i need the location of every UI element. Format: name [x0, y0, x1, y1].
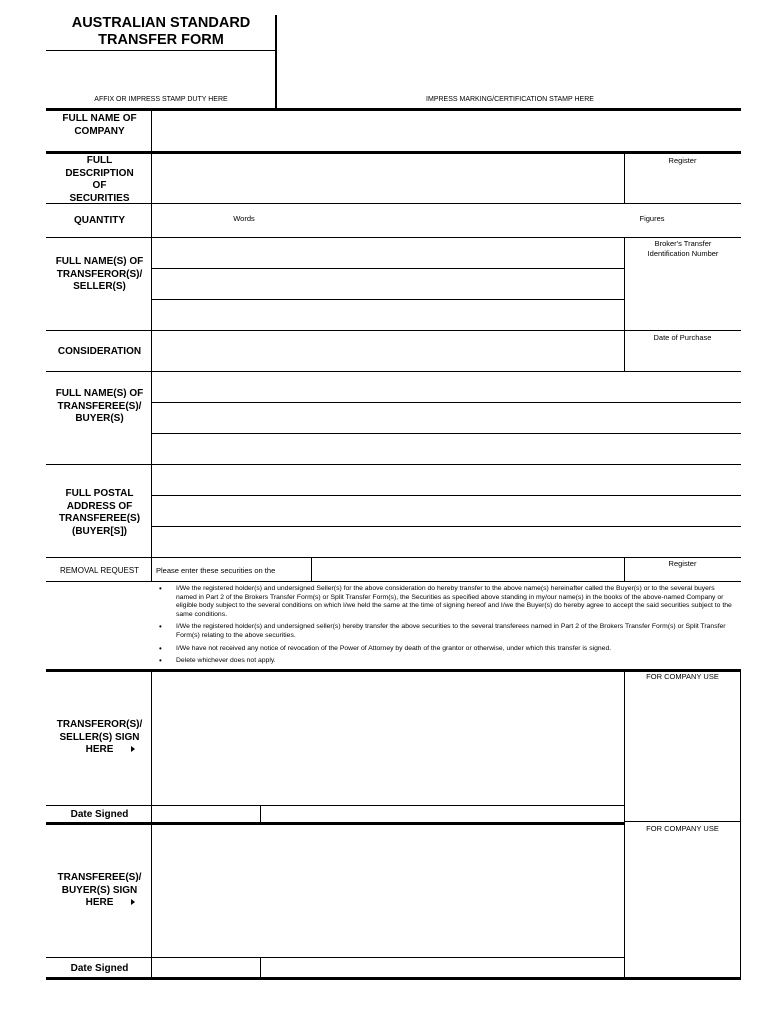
postal-address-label: FULL POSTAL ADDRESS OF TRANSFEREE(S) (BUYER[S])	[58, 488, 141, 537]
quantity-label: QUANTITY	[73, 215, 126, 226]
marking-stamp-label: IMPRESS MARKING/CERTIFICATION STAMP HERE	[426, 96, 594, 103]
postal-address-field[interactable]	[153, 466, 739, 556]
sign-label-divider	[151, 669, 152, 977]
declaration-item: • I/We the registered holder(s) and undersigned seller(s) hereby transfer the above securities to the several transferees named in Part 2 of the Brokers Transfer Form(s) or Split Transfer Form(s) relating to the above securities.	[159, 622, 726, 639]
buyer-signature-field[interactable]	[153, 825, 623, 956]
figures-tag: Figures	[639, 214, 665, 223]
removal-text: Please enter these securities on the	[156, 566, 276, 575]
date-signed-label-2: Date Signed	[70, 963, 129, 974]
consideration-label: CONSIDERATION	[57, 346, 142, 357]
declaration-item: • Delete whichever does not apply.	[159, 656, 276, 666]
date-signed-field-1[interactable]	[153, 807, 259, 821]
quantity-figures-field[interactable]	[626, 205, 739, 236]
rule-after-removal	[46, 581, 741, 582]
date-2-divider	[260, 957, 261, 977]
words-tag: Words	[233, 214, 255, 223]
company-use-divider	[624, 669, 625, 977]
register-field[interactable]	[626, 168, 739, 202]
marking-stamp-area[interactable]	[278, 15, 738, 93]
description-field[interactable]	[153, 153, 623, 202]
declaration-item: • I/We the registered holder(s) and undersigned Seller(s) for the above consideration do hereby transfer to the above name(s) hereinafter called the Buyer(s) or to the several buyers named in Part 2 of the Brokers Transfer Form(s) or Split Transfer Form(s), the Securities as specified above standing in my/our name(s) in the books of the above-named Company or eligible body subject to the several conditions on which I/we held the same at the time of signing hereof and I/we the Buyer(s) do hereby agree to accept the said securities subject to the same conditions.	[159, 584, 732, 618]
arrow-right-icon	[131, 746, 135, 752]
company-use-label-2: FOR COMPANY USE	[646, 824, 719, 833]
stamp-duty-area[interactable]	[47, 52, 273, 92]
rule-company-use-split	[624, 821, 741, 822]
company-name-field[interactable]	[153, 110, 739, 150]
company-use-label-1: FOR COMPANY USE	[646, 672, 719, 681]
date-signed-field-2[interactable]	[153, 959, 259, 976]
transferee-label: FULL NAME(S) OF TRANSFEREE(S)/ BUYER(S)	[55, 388, 144, 424]
rule-bottom	[46, 977, 741, 980]
broker-ref-field[interactable]	[626, 262, 739, 329]
date-of-purchase-field[interactable]	[626, 345, 739, 370]
date-signed-extra-field-1[interactable]	[262, 807, 623, 821]
buyer-sign-label: TRANSFEREE(S)/ BUYER(S) SIGN HERE	[57, 872, 142, 908]
date-of-purchase-tag: Date of Purchase	[653, 333, 712, 342]
transferor-label: FULL NAME(S) OF TRANSFEROR(S)/ SELLER(S)	[55, 256, 144, 292]
register-divider	[624, 151, 625, 203]
transferee-name-field[interactable]	[153, 373, 739, 463]
rule-before-date-2	[46, 957, 624, 958]
removal-divider-1	[311, 557, 312, 581]
register-tag-2: Register	[668, 559, 697, 568]
declaration-item: • I/We have not received any notice of revocation of the Power of Attorney by death of the grantor or otherwise, under which this transfer is signed.	[159, 643, 612, 653]
declarations-list	[159, 584, 734, 670]
seller-sign-label: TRANSFEROR(S)/ SELLER(S) SIGN HERE	[56, 719, 143, 755]
description-label: FULL DESCRIPTION OF SECURITIES	[65, 155, 134, 204]
header-divider	[275, 15, 277, 108]
register-tag: Register	[668, 156, 697, 165]
form-title	[46, 15, 276, 49]
removal-register-field[interactable]	[313, 559, 623, 580]
title-line-1: AUSTRALIAN STANDARD	[71, 15, 251, 31]
broker-ref-tag: Broker's Transfer Identification Number	[647, 239, 719, 258]
removal-request-label: REMOVAL REQUEST	[59, 566, 140, 575]
quantity-words-field[interactable]	[153, 205, 623, 236]
rule-before-date-1	[46, 805, 624, 806]
stamp-duty-label: AFFIX OR IMPRESS STAMP DUTY HERE	[94, 96, 228, 103]
seller-signature-field[interactable]	[153, 672, 623, 804]
title-underline	[46, 50, 276, 51]
company-label: FULL NAME OF COMPANY	[62, 113, 137, 137]
arrow-right-icon	[131, 899, 135, 905]
date-signed-extra-field-2[interactable]	[262, 959, 623, 976]
consideration-field[interactable]	[153, 332, 623, 370]
date-signed-label-1: Date Signed	[70, 809, 129, 820]
removal-divider-2	[624, 557, 625, 581]
broker-divider	[624, 237, 625, 371]
company-use-right-edge	[740, 669, 741, 977]
transferor-name-field[interactable]	[153, 239, 623, 329]
title-line-2: TRANSFER FORM	[98, 32, 224, 48]
date-1-divider	[260, 805, 261, 822]
